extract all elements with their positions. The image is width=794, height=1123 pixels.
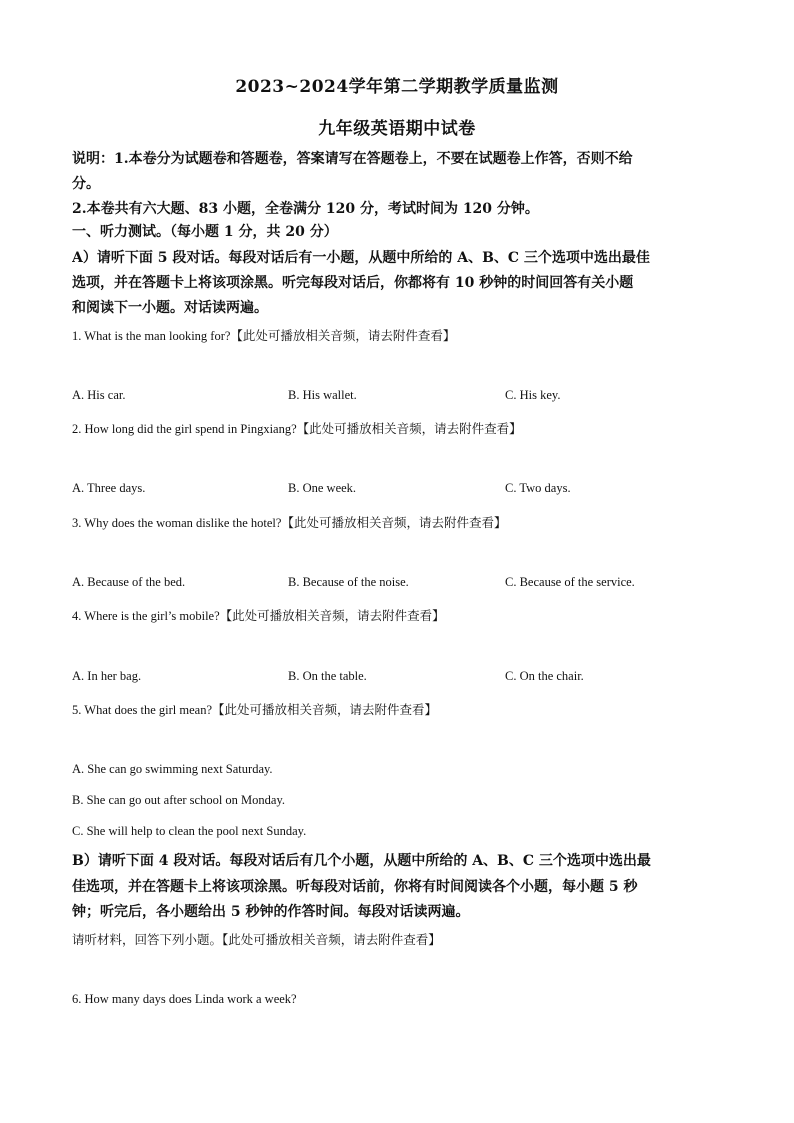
option-c: C. His key. — [505, 388, 561, 402]
question-4-options — [72, 669, 722, 687]
question-1: 1. What is the man looking for?【此处可播放相关音频，请去附件查看】 — [72, 329, 456, 343]
part-b-line-3: 钟；听完后，各小题给出 5 秒钟的作答时间。每段对话读两遍。 — [72, 904, 470, 920]
question-1-options — [72, 388, 722, 406]
listening-prompt: 请听材料，回答下列小题。【此处可播放相关音频，请去附件查看】 — [72, 933, 441, 947]
option-b: B. One week. — [288, 481, 357, 495]
option-b: B. Because of the noise. — [288, 575, 409, 589]
option-c: C. Because of the service. — [505, 575, 635, 589]
option-c: C. Two days. — [505, 481, 571, 495]
question-3-options — [72, 575, 722, 593]
instruction-line-3: 2.本卷共有六大题、83 小题，全卷满分 120 分，考试时间为 120 分钟。 — [72, 201, 539, 217]
instruction-line-2: 分。 — [72, 176, 100, 192]
section-heading: 一、听力测试。（每小题 1 分，共 20 分） — [72, 224, 338, 240]
option-a: A. His car. — [72, 388, 126, 402]
option-a: A. In her bag. — [72, 669, 142, 683]
part-a-line-3: 和阅读下一小题。对话读两遍。 — [72, 300, 268, 316]
option-a: A. Three days. — [72, 481, 146, 495]
exam-subtitle: 九年级英语期中试卷 — [318, 119, 476, 139]
part-a-line-2: 选项，并在答题卡上将该项涂黑。听完每段对话后，你都将有 10 秒钟的时间回答有关小题 — [72, 275, 634, 291]
question-6: 6. How many days does Linda work a week? — [72, 992, 297, 1006]
question-5: 5. What does the girl mean?【此处可播放相关音频，请去附件查看】 — [72, 703, 438, 717]
question-4: 4. Where is the girl’s mobile?【此处可播放相关音频，请去附件查看】 — [72, 609, 445, 623]
part-b-line-1: B）请听下面 4 段对话。每段对话后有几个小题，从题中所给的 A、B、C 三个选项中选出最 — [72, 853, 651, 869]
question-5-option-a: A. She can go swimming next Saturday. — [72, 762, 273, 776]
instruction-line-1: 说明：1.本卷分为试题卷和答题卷，答案请写在答题卷上，不要在试题卷上作答，否则不给 — [72, 151, 633, 167]
question-5-option-b: B. She can go out after school on Monday. — [72, 793, 286, 807]
part-a-line-1: A）请听下面 5 段对话。每段对话后有一小题，从题中所给的 A、B、C 三个选项中选出最佳 — [72, 250, 650, 266]
option-b: B. His wallet. — [288, 388, 357, 402]
option-a: A. Because of the bed. — [72, 575, 186, 589]
question-2: 2. How long did the girl spend in Pingxiang?【此处可播放相关音频，请去附件查看】 — [72, 422, 522, 436]
option-c: C. On the chair. — [505, 669, 584, 683]
exam-title: 2023~2024学年第二学期教学质量监测 — [235, 77, 559, 97]
question-2-options — [72, 481, 722, 499]
option-b: B. On the table. — [288, 669, 367, 683]
question-3: 3. Why does the woman dislike the hotel?【此处可播放相关音频，请去附件查看】 — [72, 516, 507, 530]
part-b-line-2: 佳选项，并在答题卡上将该项涂黑。听每段对话前，你将有时间阅读各个小题，每小题 5 秒 — [72, 879, 638, 895]
question-5-option-c: C. She will help to clean the pool next Sunday. — [72, 824, 307, 838]
